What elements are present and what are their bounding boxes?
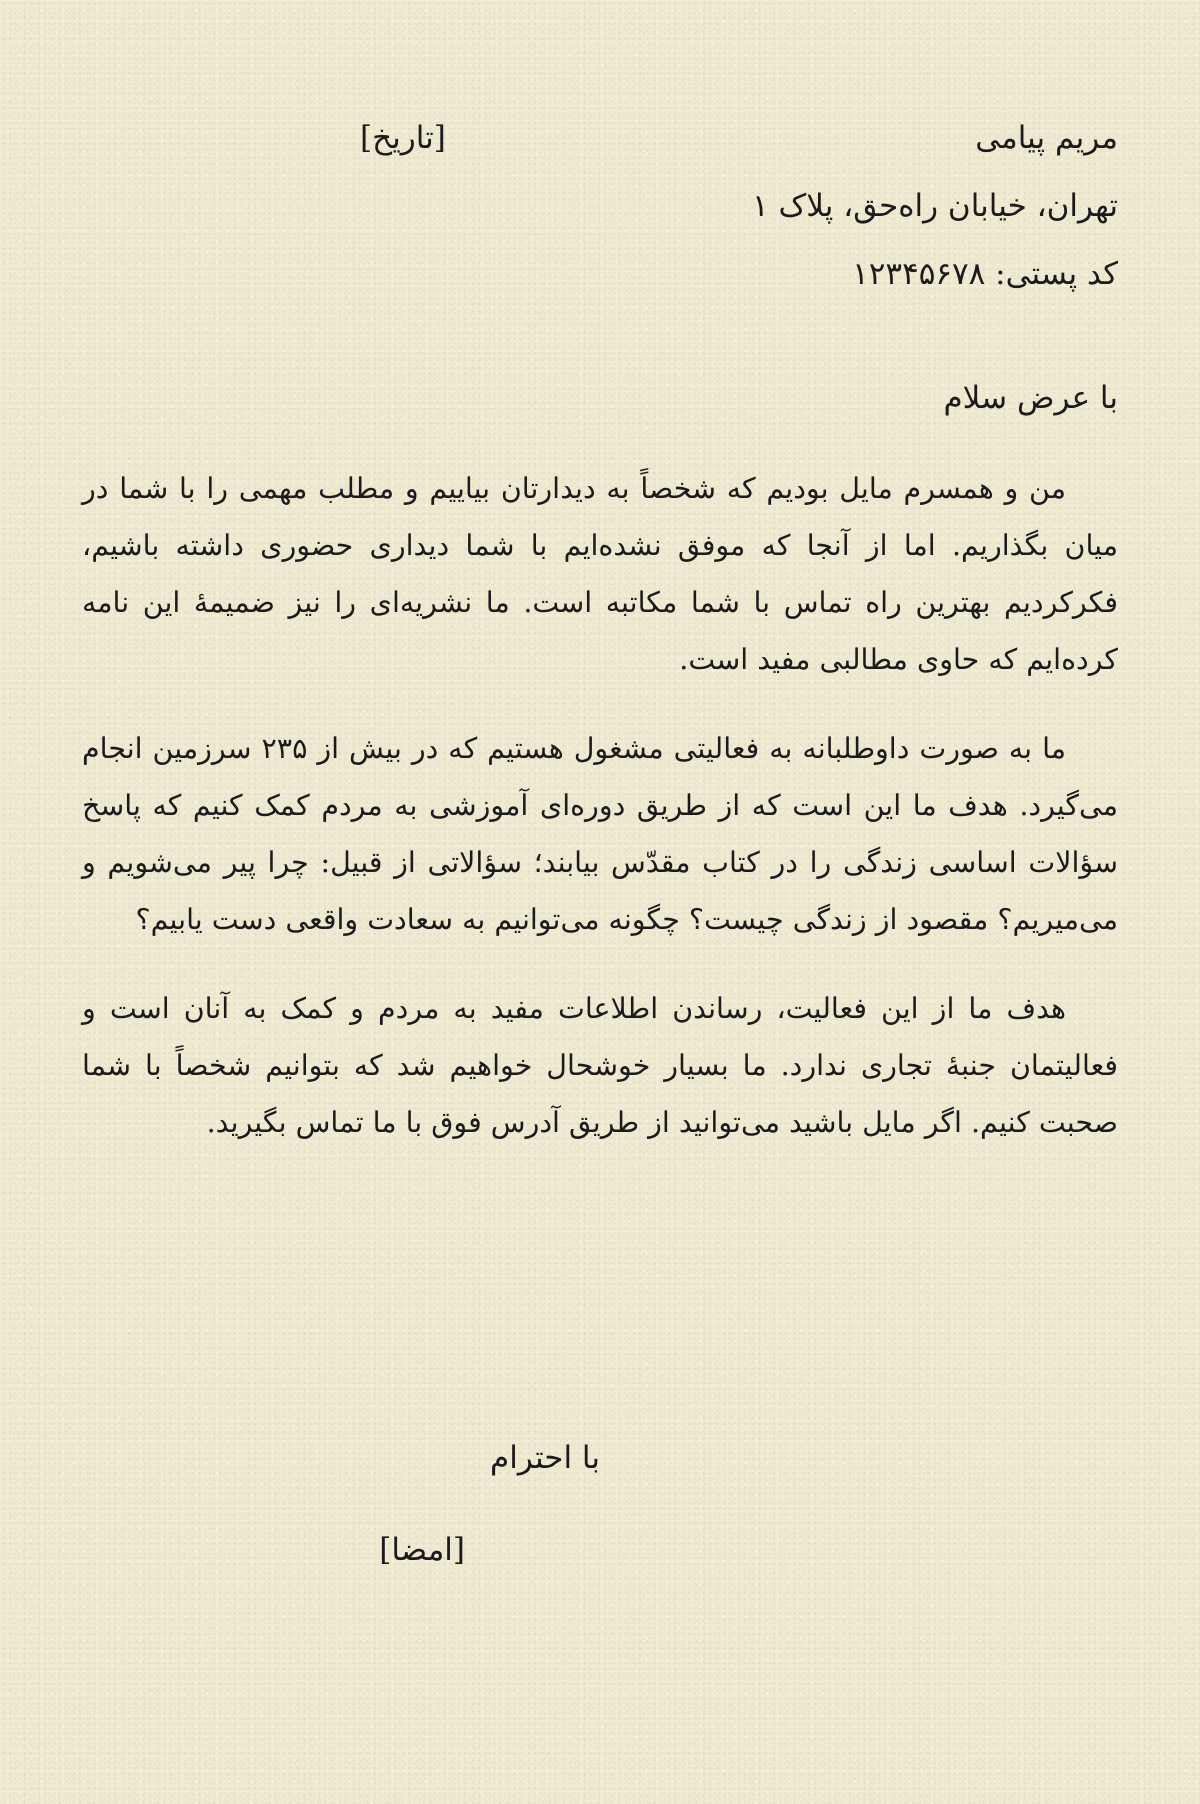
sender-postal-code: کد پستی: ۱۲۳۴۵۶۷۸ bbox=[852, 256, 1118, 292]
sender-address: تهران، خیابان راه‌حق، پلاک ۱ bbox=[752, 188, 1118, 224]
date-placeholder: [تاریخ] bbox=[360, 120, 446, 156]
signature-placeholder: [امضا] bbox=[379, 1532, 465, 1568]
letter-body bbox=[82, 460, 1118, 1183]
body-paragraph: ما به صورت داوطلبانه به فعالیتی مشغول هستیم که در بیش از ۲۳۵ سرزمین انجام می‌گیرد. هدف ما این است که از طریق دوره‌ای آموزشی به مردم کمک کنیم که پاسخ سؤالات اساسی زندگی را در کتاب مقدّس بیابند؛ سؤالاتی از قبیل: چرا پیر می‌شویم و می‌میریم؟ مقصود از زندگی چیست؟ چگونه می‌توانیم به سعادت واقعی دست یابیم؟ bbox=[82, 732, 1118, 936]
greeting: با عرض سلام bbox=[943, 380, 1118, 416]
body-paragraph: هدف ما از این فعالیت، رساندن اطلاعات مفید به مردم و کمک به آنان است و فعالیتمان جنبهٔ تجاری ندارد. ما بسیار خوشحال خواهیم شد که بتوانیم شخصاً با شما صحبت کنیم. اگر مایل باشید می‌توانید از طریق آدرس فوق با ما تماس بگیرید. bbox=[82, 992, 1118, 1139]
closing: با احترام bbox=[490, 1440, 600, 1476]
sender-name: مریم پیامی bbox=[975, 120, 1118, 156]
body-paragraph: من و همسرم مایل بودیم که شخصاً به دیدارتان بیاییم و مطلب مهمی را با شما در میان بگذاریم. اما از آنجا که موفق نشده‌ایم با شما دیداری حضوری داشته باشیم، فکرکردیم بهترین راه تماس با شما مکاتبه است. ما نشریه‌ای را نیز ضمیمهٔ این نامه کرده‌ایم که حاوی مطالبی مفید است. bbox=[82, 472, 1118, 676]
sender-block bbox=[518, 104, 1118, 308]
